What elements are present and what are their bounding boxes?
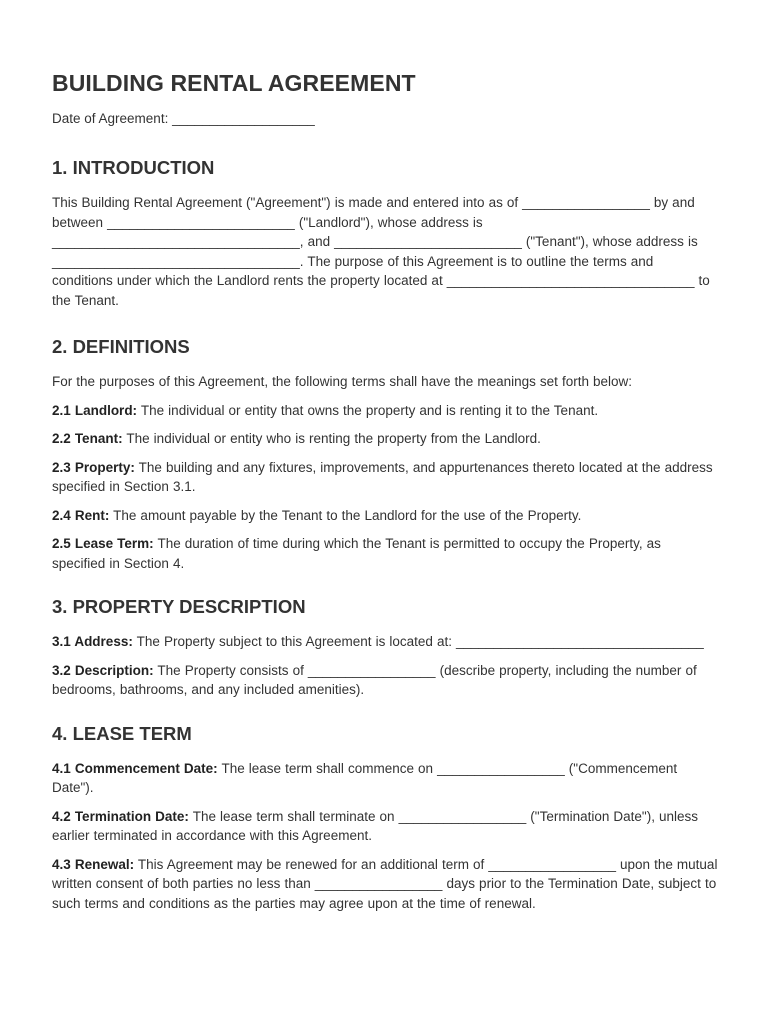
section-heading-lease-term: 4. LEASE TERM (52, 722, 192, 744)
section-heading-definitions: 2. DEFINITIONS (52, 336, 190, 357)
definition-term: 2.2 Tenant: (52, 431, 123, 446)
definition-term: 2.4 Rent: (52, 507, 110, 523)
property-text: The Property subject to this Agreement is located at: _________________________________ (132, 634, 704, 649)
lease-item-commencement-date (52, 759, 718, 798)
lease-term-text: This Agreement may be renewed for an additional term of _________________ upon the mutual written consent of both parties no less than _________________ days prior to the Termination Date, subject to such terms and conditions as the parties may agree upon at the time of renewal. (52, 856, 718, 911)
lease-item-termination-date (52, 807, 718, 846)
definition-item-rent (52, 506, 718, 526)
document-title: BUILDING RENTAL AGREEMENT (52, 70, 416, 96)
definition-text: The building and any fixtures, improvements, and appurtenances thereto located at the address specified in Section 3.1. (52, 459, 713, 494)
introduction-paragraph: This Building Rental Agreement ("Agreement") is made and entered into as of _________________ by and between _________________________ ("Landlord"), whose address is _________________________________, and _________________________ ("Tenant"), whose address is _________________________________. The purpose of this Agreement is to outline the terms and conditions under which the Landlord rents the property located at _________________________________ to the Tenant. (52, 195, 710, 308)
definition-text: The individual or entity that owns the property and is renting it to the Tenant. (137, 402, 599, 418)
definition-text: The individual or entity who is renting the property from the Landlord. (122, 431, 541, 446)
section-heading-introduction: 1. INTRODUCTION (52, 157, 215, 178)
lease-term-label: 4.2 Termination Date: (52, 808, 189, 824)
section-introduction (52, 156, 718, 310)
definition-term: 2.3 Property: (52, 459, 135, 475)
property-text: The Property consists of _________________ (describe property, including the number of bedrooms, bathrooms, and any included amenities). (52, 662, 697, 697)
definition-item-tenant (52, 429, 718, 449)
lease-term-text: The lease term shall terminate on _________________ ("Termination Date"), unless earlier terminated in accordance with this Agreement. (52, 808, 699, 843)
section-lease-term (52, 722, 718, 914)
property-term: 3.1 Address: (52, 634, 133, 649)
section-heading-property-description: 3. PROPERTY DESCRIPTION (52, 596, 306, 617)
definition-text: The amount payable by the Tenant to the Landlord for the use of the Property. (109, 507, 582, 523)
section-property-description (52, 595, 718, 700)
property-term: 3.2 Description: (52, 662, 154, 678)
property-item-description (52, 661, 718, 700)
lease-item-renewal (52, 855, 718, 914)
definition-text: The duration of time during which the Tenant is permitted to occupy the Property, as specified in Section 4. (52, 536, 661, 571)
definitions-intro: For the purposes of this Agreement, the following terms shall have the meanings set forth below: (52, 374, 633, 389)
agreement-date-line: Date of Agreement: ___________________ (52, 111, 315, 126)
definition-item-landlord (52, 401, 718, 421)
definition-term: 2.1 Landlord: (52, 402, 138, 418)
definition-item-property (52, 458, 718, 497)
lease-term-label: 4.1 Commencement Date: (52, 760, 218, 776)
lease-term-text: The lease term shall commence on _________________ ("Commencement Date"). (52, 760, 678, 795)
property-item-address (52, 632, 718, 652)
lease-term-label: 4.3 Renewal: (52, 856, 135, 872)
definition-term: 2.5 Lease Term: (52, 536, 154, 551)
definition-item-lease-term (52, 534, 718, 573)
section-definitions (52, 335, 718, 573)
